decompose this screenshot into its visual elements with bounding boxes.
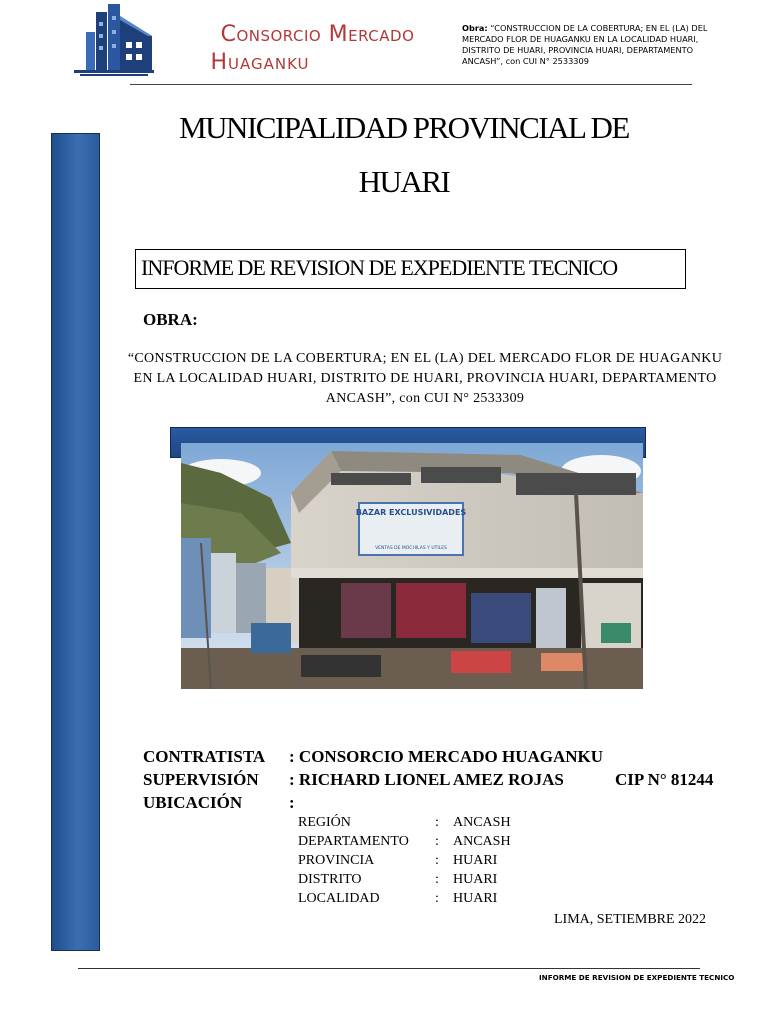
location-value-departamento: ANCASH [453,834,511,849]
photo-sign-text: BAZAR EXCLUSIVIDADES [355,508,467,517]
location-separator: : [435,853,439,868]
location-value-provincia: HUARI [453,853,498,868]
header-obra-note [462,23,722,67]
location-label-provincia: PROVINCIA [298,853,375,868]
location-separator: : [435,815,439,830]
obra-label: OBRA: [143,310,198,329]
location-separator: : [435,834,439,849]
location-separator: : [435,891,439,906]
location-label-distrito: DISTRITO [298,872,362,887]
company-name-line2: Huaganku [210,50,310,75]
location-label-region: REGIÓN [298,815,351,830]
contratista-label: CONTRATISTA [143,747,266,766]
location-label-localidad: LOCALIDAD [298,891,380,906]
cip-number: CIP N° 81244 [615,770,714,789]
supervision-label: SUPERVISIÓN [143,770,259,789]
header-obra-label: Obra: [462,23,488,33]
company-logo [70,2,156,76]
location-separator: : [435,872,439,887]
location-value-localidad: HUARI [453,891,498,906]
company-name-line1: Consorcio Mercado [220,22,415,47]
location-label-departamento: DEPARTAMENTO [298,834,409,849]
report-title: INFORME DE REVISION DE EXPEDIENTE TECNICO [141,255,618,280]
contratista-value: : CONSORCIO MERCADO HUAGANKU [289,747,604,766]
footer-text: INFORME DE REVISION DE EXPEDIENTE TECNICO [539,973,735,982]
location-value-region: ANCASH [453,815,511,830]
page-title-line2: HUARI [358,164,450,199]
decorative-side-bar [51,133,100,951]
ubicacion-label: UBICACIÓN [143,793,243,812]
obra-description: “CONSTRUCCION DE LA COBERTURA; EN EL (LA) DEL MERCADO FLOR DE HUAGANKU EN LA LOCALIDAD HUARI, DISTRITO DE HUARI, PROVINCIA HUARI, DEPARTAMENTO ANCASH”, con CUI N° 2533309 [127,351,723,406]
photo-sign-subtext: VENTAS DE MOCHILAS Y UTILES [375,546,447,551]
footer-divider [78,968,700,969]
header-obra-text: “CONSTRUCCION DE LA COBERTURA; EN EL (LA) DEL MERCADO FLOR DE HUAGANKU EN LA LOCALIDAD HUARI, DISTRITO DE HUARI, PROVINCIA HUARI, DEPARTAMENTO ANCASH”, con CUI N° 2533309 [462,23,708,66]
location-value-distrito: HUARI [453,872,498,887]
ubicacion-colon: : [289,793,295,812]
market-building-photo [181,443,643,689]
page-title-line1: MUNICIPALIDAD PROVINCIAL DE [179,110,629,145]
supervision-value: : RICHARD LIONEL AMEZ ROJAS [289,770,564,789]
document-date: LIMA, SETIEMBRE 2022 [554,912,707,927]
header-divider [130,84,692,85]
